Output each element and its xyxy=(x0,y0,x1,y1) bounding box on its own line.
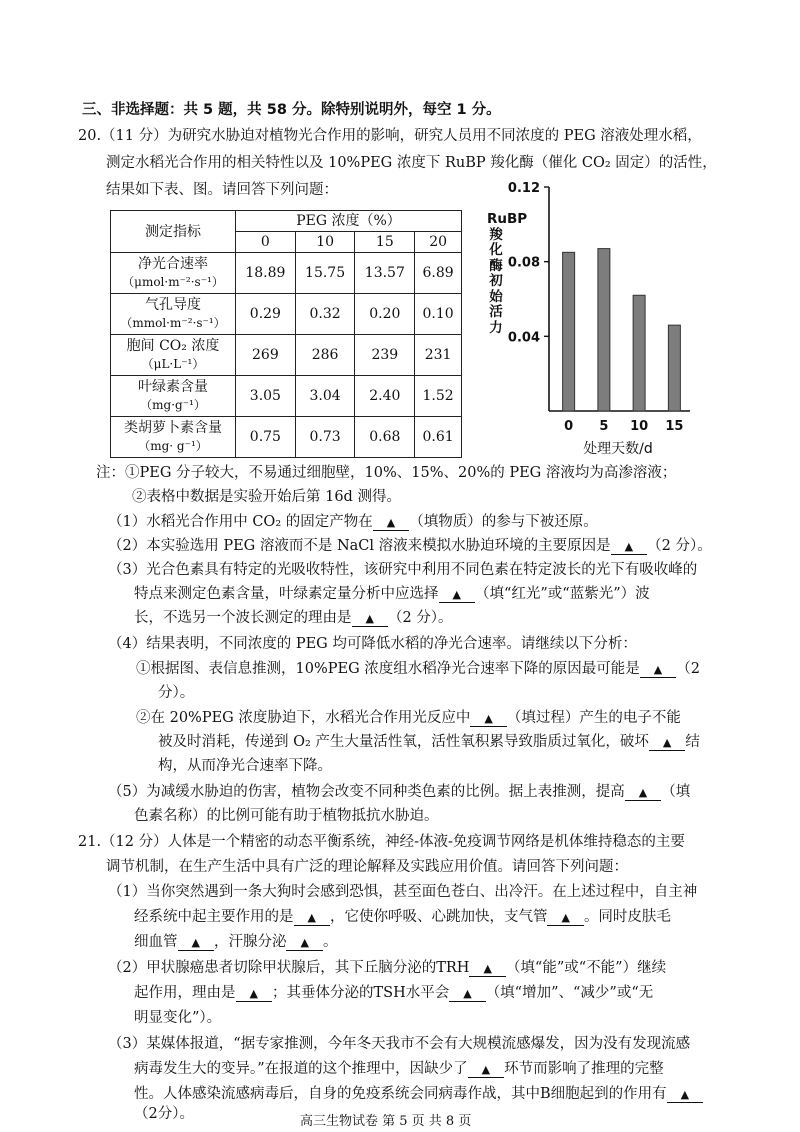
q21-part2-line2 xyxy=(134,983,653,1003)
table-row xyxy=(111,376,462,417)
note-2: ②表格中数据是实验开始后第 16d 测得。 xyxy=(132,489,401,505)
cell: 3.04 xyxy=(295,376,355,417)
q21-part2-text: （2）甲状腺癌患者切除甲状腺后，其下丘脑分泌的TRH xyxy=(108,960,470,976)
q20-part3-text2: （填“红光”或“蓝紫光”）波 xyxy=(474,586,650,602)
cell: 0.29 xyxy=(236,294,296,335)
q21-part1-text4: 细血管 xyxy=(134,934,178,950)
answer-blank[interactable]: ▲ xyxy=(294,911,330,926)
q20-part5-line1 xyxy=(108,782,690,802)
row-name: 叶绿素含量 xyxy=(138,379,208,395)
q21-part1-text3: 。同时皮肤毛 xyxy=(583,909,671,925)
q21-part2-line3: 明显变化”）。 xyxy=(134,1010,222,1026)
q21-part3-line1: （3）某媒体报道，“据专家推测，今年冬天我市不会有大规模流感爆发，因为没有发现流感 xyxy=(108,1036,691,1052)
q21-part1-line1: （1）当你突然遇到一条大狗时会感到恐惧，甚至面色苍白、出冷汗。在上述过程中，自主神 xyxy=(108,884,698,900)
q20-part4-line1: （4）结果表明，不同浓度的 PEG 均可降低水稻的净光合速率。请继续以下分析： xyxy=(108,636,637,652)
answer-blank[interactable]: ▲ xyxy=(547,911,583,926)
cell: 15.75 xyxy=(295,253,355,294)
y-tick-label: 0.12 xyxy=(507,181,540,196)
table-header-label: 测定指标 xyxy=(111,211,236,253)
q21-part2-text4: ；其垂体分泌的TSH水平会 xyxy=(271,985,450,1001)
answer-blank[interactable]: ▲ xyxy=(640,663,676,678)
conc-20: 20 xyxy=(415,232,462,253)
row-name: 类胡萝卜素含量 xyxy=(124,420,222,436)
cell: 0.73 xyxy=(295,417,355,458)
q20-part4-text6: 结 xyxy=(685,734,700,750)
x-tick-label: 15 xyxy=(665,419,684,434)
cell: 286 xyxy=(295,335,355,376)
q21-part1-line2 xyxy=(134,907,671,927)
cell: 18.89 xyxy=(236,253,296,294)
answer-blank[interactable]: ▲ xyxy=(649,736,685,751)
q21-part1-text6: 。 xyxy=(322,934,338,950)
q20-part3-text: 特点来测定色素含量，叶绿素定量分析中应选择 xyxy=(134,586,439,602)
row-name: 净光合速率 xyxy=(138,256,208,272)
answer-blank[interactable]: ▲ xyxy=(373,516,409,531)
section-header: 三、非选择题：共 5 题，共 58 分。除特别说明外，每空 1 分。 xyxy=(82,102,501,118)
answer-blank[interactable]: ▲ xyxy=(449,987,485,1002)
q21-part3-text2: 环节而影响了推理的完整 xyxy=(504,1061,664,1077)
q20-part5-text: （5）为减缓水胁迫的伤害，植物会改变不同种类色素的比例。据上表推测，提高 xyxy=(108,784,625,800)
cell: 3.05 xyxy=(236,376,296,417)
q21-part2-text5: （填“增加”、“减少”或“无 xyxy=(485,985,654,1001)
table-group-label: PEG 浓度（%） xyxy=(236,211,462,232)
bar-day-0 xyxy=(563,252,575,411)
cell: 231 xyxy=(415,335,462,376)
cell: 269 xyxy=(236,335,296,376)
answer-blank[interactable]: ▲ xyxy=(625,786,661,801)
q20-part3-line1: （3）光合色素具有特定的光吸收特性，该研究中利用不同色素在特定波长的光下有吸收峰的 xyxy=(108,562,698,578)
answer-blank[interactable]: ▲ xyxy=(352,612,388,627)
conc-0: 0 xyxy=(236,232,296,253)
cell: 0.75 xyxy=(236,417,296,458)
row-unit: （mg· g⁻¹） xyxy=(138,439,208,453)
x-axis-label: 处理天数/d xyxy=(583,441,653,457)
q21-part3-text: 病毒发生大的变异。”在报道的这个推理中，因缺少了 xyxy=(134,1061,468,1077)
row-name: 胞间 CO₂ 浓度 xyxy=(126,338,220,354)
answer-blank[interactable]: ▲ xyxy=(178,936,214,951)
row-name: 气孔导度 xyxy=(145,297,201,313)
cell: 13.57 xyxy=(355,253,415,294)
answer-blank[interactable]: ▲ xyxy=(236,987,272,1002)
q21-part1-line3 xyxy=(134,932,337,952)
cell: 6.89 xyxy=(415,253,462,294)
row-unit: （mg·g⁻¹） xyxy=(140,398,206,412)
q21-part3-line4: （2分）。 xyxy=(134,1106,194,1122)
conc-10: 10 xyxy=(295,232,355,253)
q20-part1-text: （1）水稻光合作用中 CO₂ 的固定产物在 xyxy=(108,514,373,530)
row-unit: （μL·L⁻¹） xyxy=(141,357,205,371)
peg-data-table xyxy=(110,210,462,458)
answer-blank[interactable]: ▲ xyxy=(667,1088,703,1103)
q20-part2 xyxy=(108,536,712,556)
q20-part4-line6: 构，从而净光合速率下降。 xyxy=(158,758,332,774)
q20-part2-text2: （2 分）。 xyxy=(647,538,712,554)
q20-part5-text2: （填 xyxy=(661,784,691,800)
x-tick-label: 0 xyxy=(564,419,574,434)
cell: 1.52 xyxy=(415,376,462,417)
q21-part3-line2 xyxy=(134,1059,664,1079)
q21-part2-text3: 起作用，理由是 xyxy=(134,985,236,1001)
x-tick-label: 5 xyxy=(599,419,609,434)
q20-part1 xyxy=(108,512,598,532)
table-row xyxy=(111,294,462,335)
q21-part1-text2: ，它使你呼吸、心跳加快，支气管 xyxy=(329,909,548,925)
cell: 0.10 xyxy=(415,294,462,335)
q21-part1-text5: ，汗腺分泌 xyxy=(213,934,287,950)
q20-part4-text5: 被及时消耗，传递到 O₂ 产生大量活性氧，活性氧积累导致脂质过氧化，破坏 xyxy=(158,734,649,750)
q21-part2-line1 xyxy=(108,958,666,978)
y-tick-label: 0.08 xyxy=(507,255,540,271)
answer-blank[interactable]: ▲ xyxy=(286,936,322,951)
page-footer: 高三生物试卷 第 5 页 共 8 页 xyxy=(300,1114,472,1129)
bar-day-15 xyxy=(668,325,680,411)
q20-part3-line2 xyxy=(134,584,650,604)
q21-part3-text3: 性。人体感染流感病毒后，自身的免疫系统会同病毒作战，其中B细胞起到的作用有 xyxy=(134,1086,667,1102)
answer-blank[interactable]: ▲ xyxy=(468,1063,504,1078)
table-row xyxy=(111,417,462,458)
cell: 0.68 xyxy=(355,417,415,458)
q20-part3-line3 xyxy=(134,608,453,628)
q20-part4-line5 xyxy=(158,732,700,752)
cell: 2.40 xyxy=(355,376,415,417)
q21-part3-line3 xyxy=(134,1084,703,1104)
cell: 239 xyxy=(355,335,415,376)
q20-part4-text4: （填过程）产生的电子不能 xyxy=(506,710,681,726)
table-row xyxy=(111,335,462,376)
answer-blank[interactable]: ▲ xyxy=(470,712,506,727)
q20-part4-line2 xyxy=(136,659,700,679)
cell: 0.61 xyxy=(415,417,462,458)
conc-15: 15 xyxy=(355,232,415,253)
q20-part1-text2: （填物质）的参与下被还原。 xyxy=(409,514,598,530)
cell: 0.20 xyxy=(355,294,415,335)
q20-line-1: 20.（11 分）为研究水胁迫对植物光合作用的影响，研究人员用不同浓度的 PEG 溶液处理水稻， xyxy=(78,128,702,144)
q20-part4-text3: ②在 20%PEG 浓度胁迫下，水稻光合作用光反应中 xyxy=(136,710,471,726)
q20-part4-line4 xyxy=(136,708,681,728)
q20-part4-text: ①根据图、表信息推测，10%PEG 浓度组水稻净光合速率下降的原因最可能是 xyxy=(136,661,640,677)
row-unit: （μmol·m⁻²·s⁻¹） xyxy=(122,275,224,289)
y-tick-label: 0.04 xyxy=(507,330,540,346)
q20-part2-text: （2）本实验选用 PEG 溶液而不是 NaCl 溶液来模拟水胁迫环境的主要原因是 xyxy=(108,538,611,554)
q21-part1-text: 经系统中起主要作用的是 xyxy=(134,909,294,925)
answer-blank[interactable]: ▲ xyxy=(611,540,647,555)
q20-line-2: 测定水稻光合作用的相关特性以及 10%PEG 浓度下 RuBP 羧化酶（催化 CO₂ 固定）的活性， xyxy=(106,155,717,171)
note-1: 注：①PEG 分子较大，不易通过细胞壁，10%、15%、20%的 PEG 溶液均为高渗溶液； xyxy=(96,465,677,481)
q21-line-1: 21.（12 分）人体是一个精密的动态平衡系统，神经-体液-免疫调节网络是机体维持稳态的主要 xyxy=(78,834,685,850)
row-unit: （mmol·m⁻²·s⁻¹） xyxy=(120,316,226,330)
answer-blank[interactable]: ▲ xyxy=(439,588,475,603)
q21-part2-text2: （填“能”或“不能”）继续 xyxy=(505,960,667,976)
table-row xyxy=(111,253,462,294)
bar-day-5 xyxy=(598,249,610,411)
rubp-activity-chart xyxy=(500,175,720,465)
cell: 0.32 xyxy=(295,294,355,335)
answer-blank[interactable]: ▲ xyxy=(469,962,505,977)
chart-ylabel: RuBP羧化酶初始活力 xyxy=(487,211,528,336)
q20-part4-text2: （2 xyxy=(676,661,700,677)
q20-line-3: 结果如下表、图。请回答下列问题： xyxy=(106,182,338,198)
q21-line-2: 调节机制，在生产生活中具有广泛的理论解释及实践应用价值。请回答下列问题： xyxy=(106,859,628,875)
q20-part3-text3: 长，不选另一个波长测定的理由是 xyxy=(134,610,352,626)
q20-part5-line2: 色素名称）的比例可能有助于植物抵抗水胁迫。 xyxy=(134,808,439,824)
q20-part4-line3: 分）。 xyxy=(158,685,195,701)
bar-day-10 xyxy=(633,295,645,411)
q20-part3-text4: （2 分）。 xyxy=(387,610,453,626)
x-tick-label: 10 xyxy=(630,419,649,434)
